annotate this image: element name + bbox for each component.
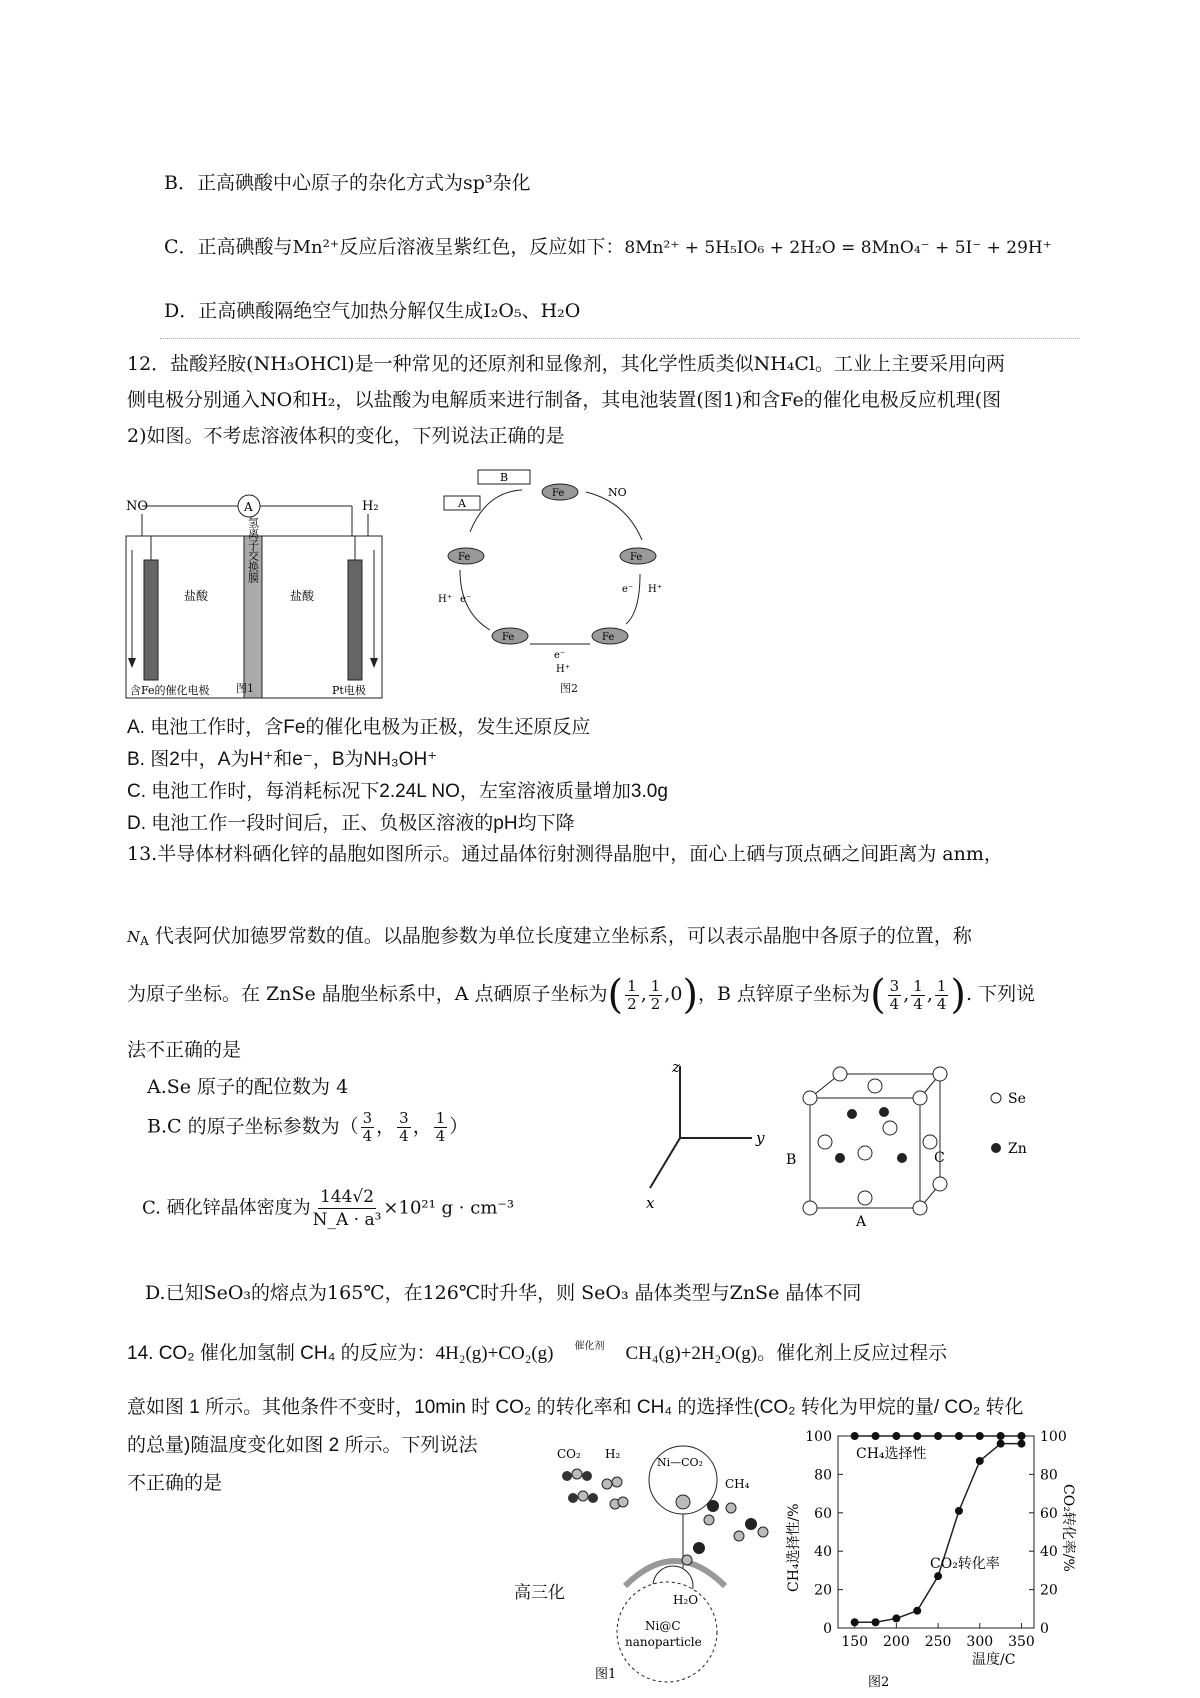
q14-stem-line1 <box>127 1336 1107 1375</box>
data-point <box>997 1440 1005 1448</box>
reaction-equation: 8Mn²⁺ + 5H₅IO₆ + 2H₂O = 8MnO₄⁻ + 5I⁻ + 29H⁺ <box>624 238 1052 258</box>
q14-stem-line2: 意如图 1 所示。其他条件不变时，10min 时 CO₂ 的转化率和 CH₄ 的选择性(CO₂ 转化为甲烷的量/ CO₂ 转化 <box>127 1397 1024 1418</box>
data-point <box>934 1432 942 1440</box>
data-point <box>997 1432 1005 1440</box>
y-tick-label: 40 <box>814 1544 832 1561</box>
q14-stem-line4: 不正确的是 <box>127 1473 223 1494</box>
page-footer: 高三化 <box>514 1583 565 1603</box>
paren: ) <box>682 972 699 1018</box>
x-axis <box>650 1138 680 1188</box>
y2-tick-label: 40 <box>1040 1544 1058 1561</box>
q13-option-d: D.已知SeO₃的熔点为165℃，在126℃时升华，则 SeO₃ 晶体类型与ZnSe 晶体不同 <box>145 1282 862 1304</box>
q13-option-a: A.Se 原子的配位数为 4 <box>147 1076 349 1098</box>
option-prefix: C． <box>164 236 198 258</box>
h2-label: H₂ <box>605 1447 621 1461</box>
numerator: 1 <box>435 1109 446 1127</box>
x-tick-label: 200 <box>883 1634 910 1650</box>
denominator: 2 <box>627 994 637 1013</box>
numerator: 3 <box>399 1109 409 1127</box>
products-formula: I₂O₅、H₂O <box>483 300 581 322</box>
na-symbol: N <box>127 928 141 946</box>
option-text: 正高碘酸中心原子的杂化方式为sp³杂化 <box>196 172 531 194</box>
z-coord: ,0 <box>664 983 683 1005</box>
denominator: 4 <box>889 994 900 1013</box>
option-prefix: D． <box>164 300 199 322</box>
density-fraction <box>313 1186 382 1231</box>
figure2-caption: 图2 <box>868 1675 890 1690</box>
fraction <box>361 1110 375 1145</box>
zn-legend-label: Zn <box>1008 1141 1027 1157</box>
option-text: ） <box>449 1115 469 1138</box>
data-point <box>1017 1432 1025 1440</box>
h-plus-label: H⁺ <box>556 664 570 675</box>
numerator: 3 <box>362 1109 373 1127</box>
point-a-label: A <box>856 1214 867 1228</box>
z-label: z <box>672 1058 680 1076</box>
q13-stem-line1: 13.半导体材料硒化锌的晶胞如图所示。通过晶体衍射测得晶胞中，面心上硒与顶点硒之间距离为 anm， <box>127 843 1003 865</box>
equation-right: CH₄(g)+2H₂O(g) <box>625 1343 758 1364</box>
data-point <box>955 1432 963 1440</box>
box-b-label: B <box>500 471 509 484</box>
y2-tick-label: 0 <box>1040 1621 1049 1637</box>
option-text: 反应后溶液呈紫红色，反应如下： <box>339 236 625 258</box>
stem-line: 侧电极分别通入NO和H₂，以盐酸为电解质来进行制备，其电池装置(图1)和含Fe的催化电极反应机理(图 <box>127 389 1002 411</box>
y2-tick-label: 60 <box>1040 1505 1058 1522</box>
numerator: 1 <box>936 976 947 995</box>
option-b: B. 图2中，A为H⁺和e⁻，B为NH₃OH⁺ <box>127 749 438 770</box>
fraction <box>911 978 925 1013</box>
figure1-caption: 图1 <box>595 1667 617 1682</box>
stem-text: 代表阿伏加德罗常数的值。以晶胞参数为单位长度建立坐标系，可以表示晶胞中各原子的位置，称 <box>154 925 972 947</box>
y-tick-label: 0 <box>823 1621 832 1637</box>
fraction <box>625 978 639 1013</box>
data-point <box>872 1432 880 1440</box>
numerator: 1 <box>627 976 637 995</box>
option-a: A. 电池工作时，含Fe的催化电极为正极，发生还原反应 <box>127 717 591 738</box>
fe-label: Fe <box>630 552 643 563</box>
q12-options <box>127 712 668 840</box>
paren: ( <box>870 972 886 1018</box>
y-tick-label: 60 <box>814 1505 832 1522</box>
cycle-arrow <box>626 574 640 624</box>
reactant-molecules <box>562 1469 628 1509</box>
option-text: 正高碘酸隔绝空气加热分解仅生成 <box>198 300 484 322</box>
option-text: 正高碘酸与 <box>197 236 293 258</box>
x-label: x <box>646 1194 655 1212</box>
ion-formula: Mn²⁺ <box>292 237 340 258</box>
se-atoms <box>803 1067 947 1215</box>
ch4-label: CH₄ <box>725 1477 750 1491</box>
q14-figure2-chart <box>782 1424 1082 1694</box>
electron-label: e⁻ <box>622 584 634 595</box>
h-plus-label: H⁺ <box>438 594 452 605</box>
y-label: y <box>756 1129 765 1147</box>
nanoparticle-label: nanoparticle <box>625 1635 702 1649</box>
option-text: C. 硒化锌晶体密度为 <box>142 1197 311 1219</box>
plot-area <box>838 1436 1034 1628</box>
box-a-label: A <box>458 497 466 510</box>
q14-stem-line3: 的总量)随温度变化如图 2 所示。下列说法 <box>127 1435 478 1456</box>
na-subscript: A <box>140 934 149 948</box>
fe-label: Fe <box>602 632 615 643</box>
left-electrode-label: 含Fe的催化电极 <box>130 684 210 697</box>
electron-label: e⁻ <box>554 650 566 661</box>
paren: ) <box>950 972 967 1018</box>
right-electrode <box>348 560 362 680</box>
fraction <box>434 1110 448 1145</box>
fraction <box>397 1110 411 1145</box>
y-tick-label: 80 <box>814 1467 832 1484</box>
denominator: 4 <box>362 1127 373 1145</box>
cycle-arrow <box>586 492 642 540</box>
numerator: 3 <box>889 976 900 995</box>
h2-label: H₂ <box>362 499 379 514</box>
numerator: 1 <box>913 976 923 995</box>
membrane-label: 氢离子交换膜 <box>246 517 260 583</box>
catalyst-label: 催化剂 <box>574 1341 605 1352</box>
stem-text: . 下列说 <box>966 983 1036 1005</box>
stem-line: 2)如图。不考虑溶液体积的变化，下列说法正确的是 <box>127 425 565 447</box>
stem-text: 14. CO₂ 催化加氢制 CH₄ 的反应为： <box>127 1343 436 1364</box>
point-c-label: C <box>934 1150 945 1166</box>
se-legend-icon <box>991 1093 1001 1103</box>
fraction <box>935 978 949 1013</box>
y2-tick-label: 20 <box>1040 1582 1058 1599</box>
y2-tick-label: 100 <box>1040 1429 1067 1445</box>
q13-stem-line2 <box>127 918 1087 959</box>
x-tick-label: 250 <box>924 1634 952 1650</box>
y2-axis-label: CO₂转化率/% <box>1060 1484 1076 1572</box>
fraction <box>649 978 663 1013</box>
q12-figure2-mechanism <box>430 462 700 678</box>
co2-label: CO₂ <box>557 1447 581 1461</box>
denominator: N_A · a³ <box>312 1210 382 1230</box>
x-tick-label: 350 <box>1008 1634 1035 1650</box>
data-point <box>934 1572 942 1580</box>
q12-figure1-cell <box>120 490 400 700</box>
paren: ( <box>607 972 624 1018</box>
electron-label: e⁻ <box>460 594 472 605</box>
q13-stem-line3: 为原子坐标。在 ZnSe 晶胞坐标系中，A 点硒原子坐标为( $\frac{1}{2}$ , $\frac{1}{2}$ ,0)，B 点锌原子坐标为( $\frac{3}{4}$ , $\frac{1}{4}$ , $\frac{1}{4}$ ). 下列说 <box>127 972 1036 1018</box>
left-solution-label: 盐酸 <box>184 589 209 603</box>
series-label-ch4: CH₄选择性 <box>856 1446 927 1462</box>
no-label: NO <box>126 499 149 514</box>
fraction <box>888 978 902 1013</box>
option-text: ×10²¹ g · cm⁻³ <box>383 1197 515 1219</box>
nanoparticle-label: Ni@C <box>645 1619 681 1633</box>
fe-label: Fe <box>502 632 515 643</box>
q12-stem <box>127 346 1087 454</box>
stem-text: 为原子坐标。在 ZnSe 晶胞坐标系中，A 点硒原子坐标为 <box>127 983 608 1005</box>
data-point <box>892 1432 900 1440</box>
ammeter-label: A <box>244 500 253 514</box>
x-tick-label: 150 <box>841 1634 869 1650</box>
zn-legend-icon <box>991 1143 1001 1153</box>
y-tick-label: 20 <box>814 1582 832 1599</box>
q13-option-b: B.C 的原子坐标参数为（ $\frac{3}{4}$ ， $\frac{3}{4}$ ， $\frac{1}{4}$ ） <box>147 1109 469 1145</box>
q11-option-b <box>164 170 531 196</box>
q14-figure1 <box>555 1436 805 1686</box>
option-d: D. 电池工作一段时间后，正、负极区溶液的pH均下降 <box>127 813 575 834</box>
data-point <box>976 1432 984 1440</box>
option-text: B.C 的原子坐标参数为（ <box>147 1115 359 1138</box>
q13-stem-line4: 法不正确的是 <box>127 1039 242 1061</box>
q11-option-c <box>164 234 1052 261</box>
h2o-label: H₂O <box>673 1593 699 1607</box>
q13-crystal-figure <box>640 1058 1080 1228</box>
denominator: 2 <box>650 994 661 1013</box>
stem-text: 。催化剂上反应过程示 <box>757 1343 948 1364</box>
y2-tick-label: 80 <box>1040 1467 1058 1484</box>
numerator: 144√2 <box>319 1187 375 1207</box>
option-c: C. 电池工作时，每消耗标况下2.24L NO，左室溶液质量增加3.0g <box>127 781 668 802</box>
ni-atom <box>676 1495 690 1509</box>
q11-option-d <box>164 298 580 324</box>
fe-label: Fe <box>458 552 471 563</box>
series-label-co2: CO₂转化率 <box>930 1556 1000 1572</box>
data-point <box>913 1432 921 1440</box>
data-point <box>892 1614 900 1622</box>
divider <box>160 338 1080 339</box>
y-tick-label: 100 <box>805 1429 832 1445</box>
q13-option-c <box>142 1186 514 1231</box>
fe-label: Fe <box>552 488 565 499</box>
data-point <box>913 1607 921 1615</box>
h-plus-label: H⁺ <box>648 584 662 595</box>
left-electrode <box>144 560 158 680</box>
no-label: NO <box>608 486 627 499</box>
ni-co2-label: Ni—CO₂ <box>657 1456 703 1469</box>
data-point <box>976 1457 984 1465</box>
x-axis-label: 温度/C <box>972 1652 1016 1668</box>
data-point <box>851 1618 859 1626</box>
numerator: 1 <box>650 976 661 995</box>
data-point <box>955 1507 963 1515</box>
denominator: 4 <box>913 994 923 1013</box>
x-tick-label: 300 <box>966 1634 994 1650</box>
figure1-caption: 图1 <box>236 682 254 695</box>
option-prefix: B． <box>164 172 197 194</box>
y-axis-ticks <box>805 1429 843 1637</box>
stem-text: ，B 点锌原子坐标为 <box>698 983 871 1005</box>
right-electrode-label: Pt电极 <box>332 684 366 697</box>
figure2-caption: 图2 <box>560 682 578 695</box>
data-point <box>851 1432 859 1440</box>
point-b-label: B <box>786 1152 797 1168</box>
data-point <box>872 1618 880 1626</box>
equation-left: 4H₂(g)+CO₂(g) <box>435 1343 554 1364</box>
right-solution-label: 盐酸 <box>290 589 315 603</box>
data-point <box>1017 1440 1025 1448</box>
stem-line: 12．盐酸羟胺(NH₃OHCl)是一种常见的还原剂和显像剂，其化学性质类似NH₄Cl。工业上主要采用向两 <box>127 353 1006 375</box>
se-legend-label: Se <box>1008 1091 1026 1107</box>
denominator: 4 <box>936 994 947 1013</box>
denominator: 4 <box>435 1127 446 1145</box>
denominator: 4 <box>399 1127 409 1145</box>
y-axis-label: CH₄选择性/% <box>786 1503 802 1592</box>
